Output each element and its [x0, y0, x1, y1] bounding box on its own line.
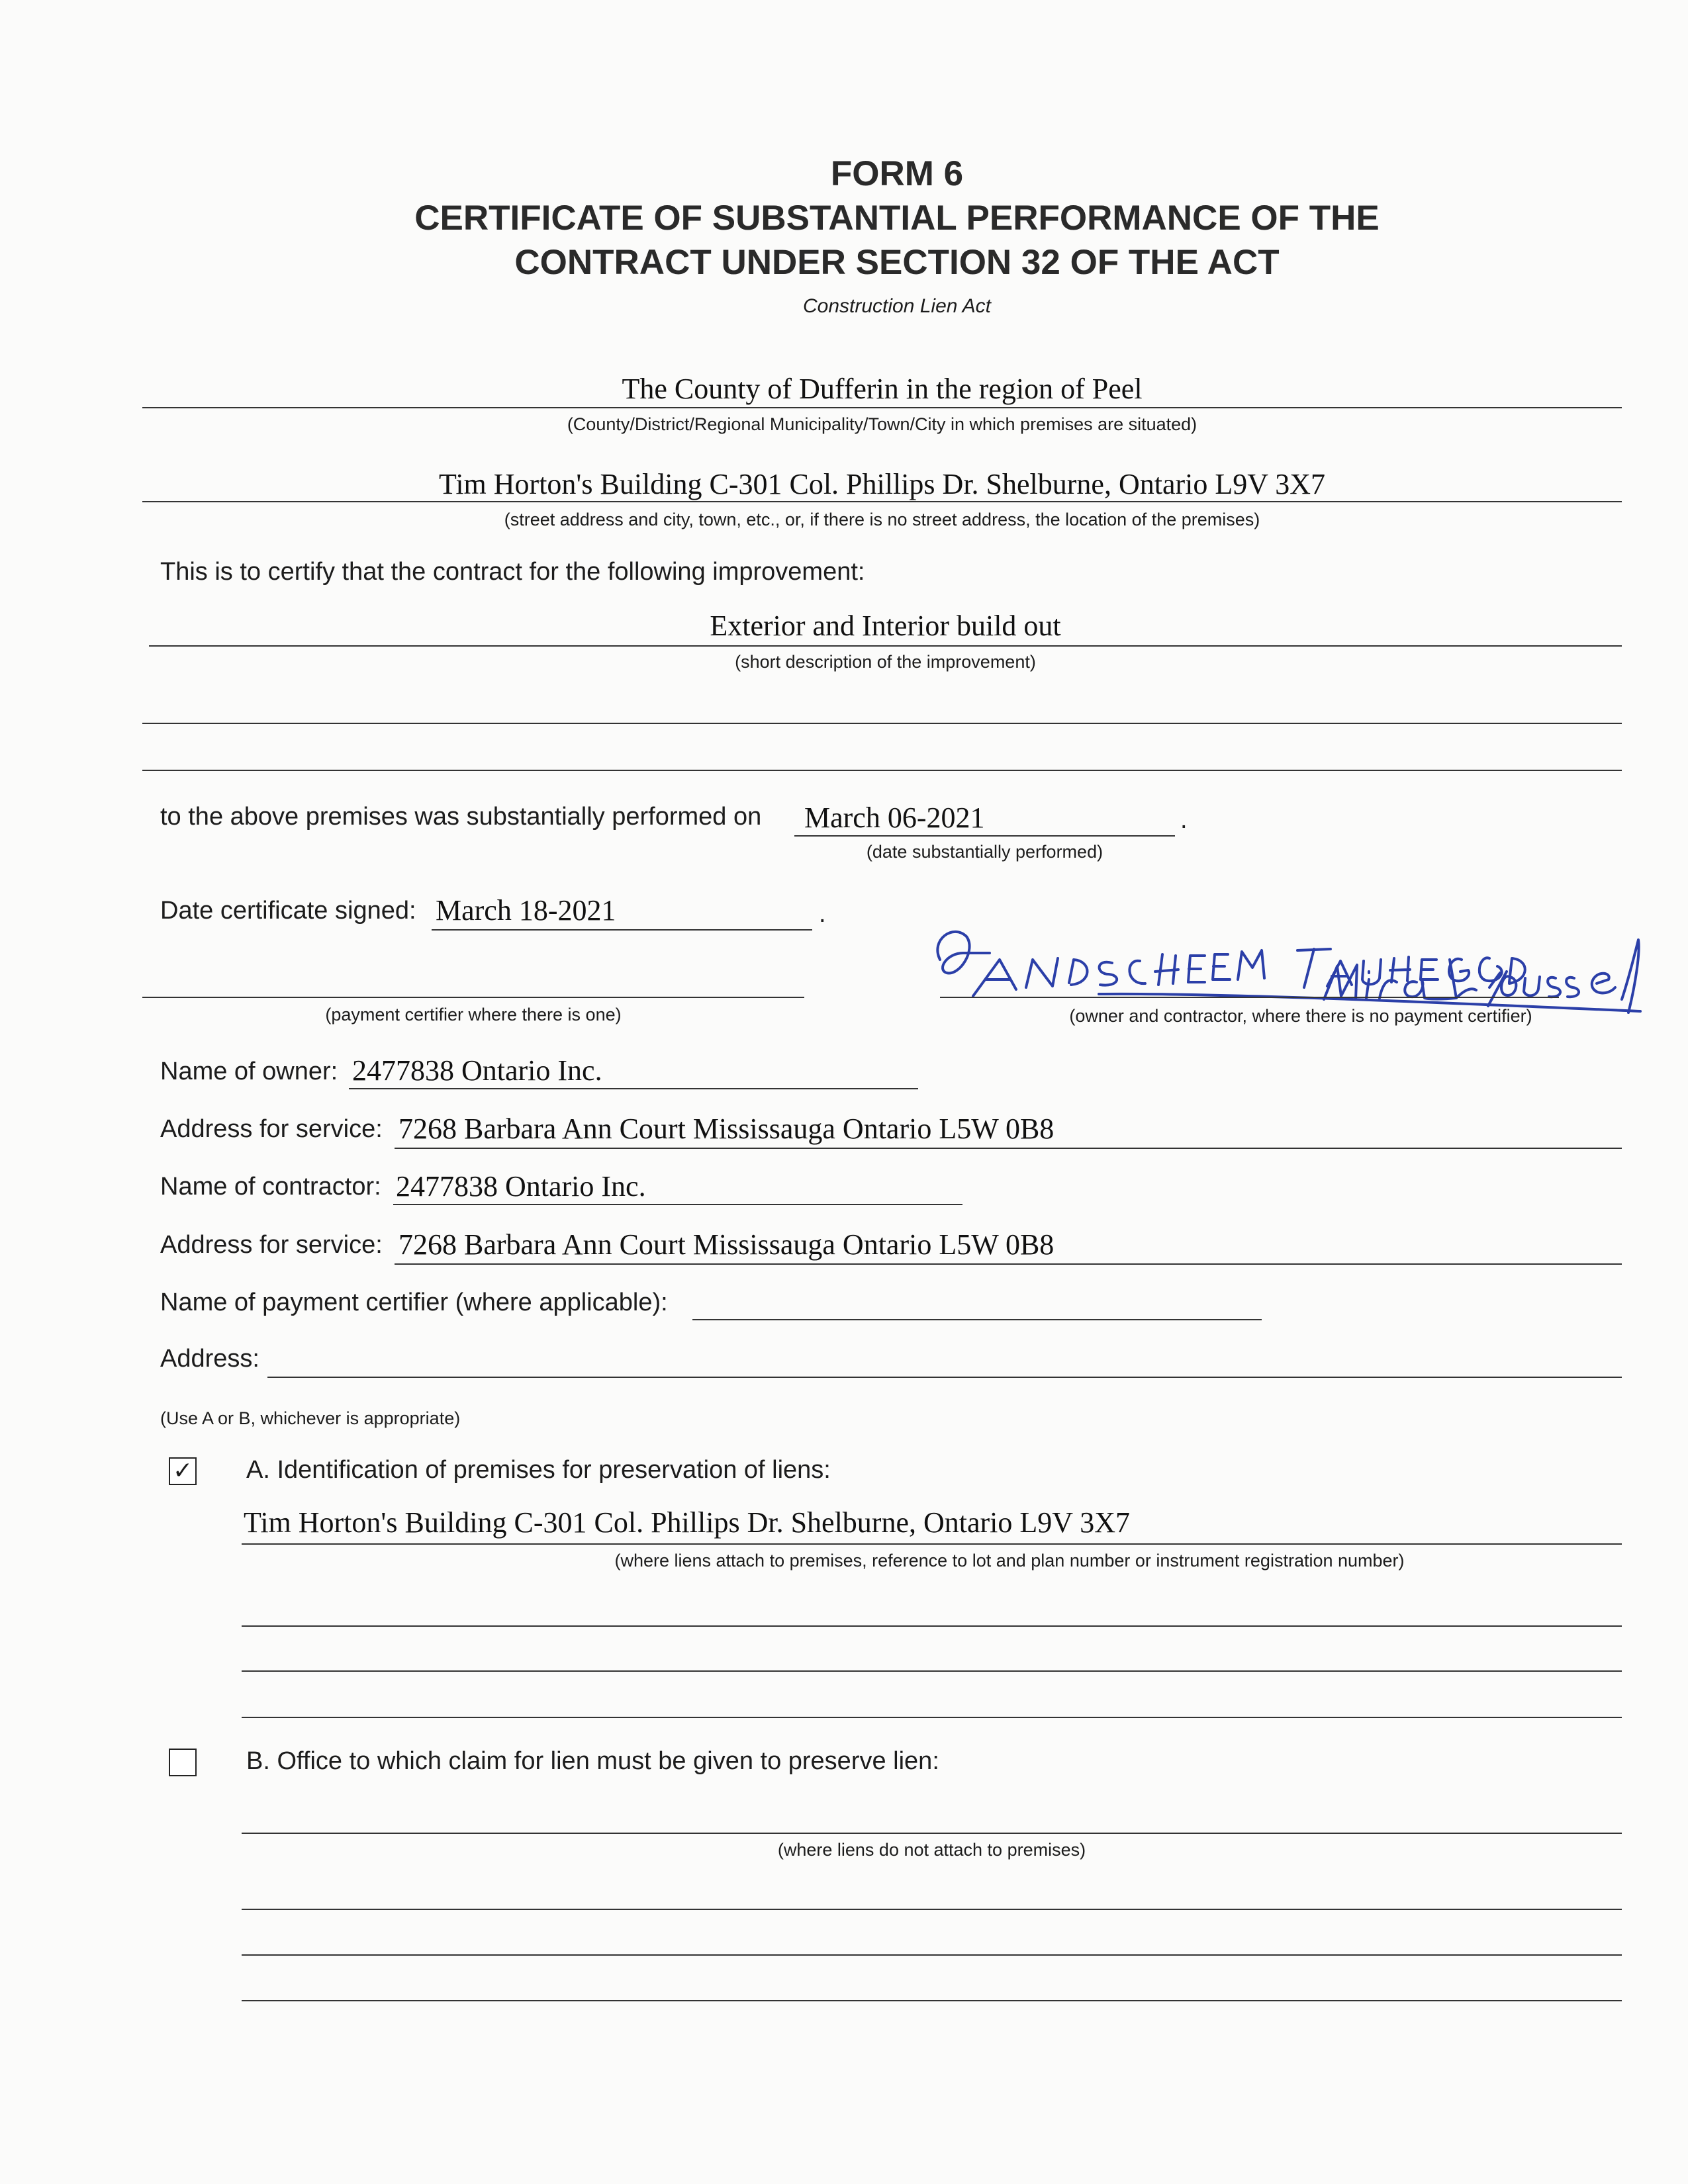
payment-certifier-address-line[interactable] — [267, 1377, 1622, 1378]
option-b-line-2 — [242, 1909, 1622, 1910]
option-a-line-4 — [242, 1717, 1622, 1718]
municipality-caption: (County/District/Regional Municipality/Town/City in which premises are situated) — [567, 414, 1197, 434]
improvement-extra-line-2 — [142, 770, 1622, 771]
option-a-checkbox[interactable] — [169, 1457, 197, 1485]
form-title-line2: CONTRACT UNDER SECTION 32 OF THE ACT — [514, 243, 1280, 282]
owner-name-line — [349, 1088, 918, 1089]
owner-name-label: Name of owner: — [160, 1058, 338, 1085]
owner-contractor-signature-line[interactable] — [940, 997, 1559, 998]
signed-period: . — [819, 900, 826, 928]
option-b-line-3 — [242, 1954, 1622, 1956]
option-a-line-3 — [242, 1670, 1622, 1672]
signed-date-value[interactable]: March 18-2021 — [436, 894, 616, 927]
payment-certifier-signature-line[interactable] — [142, 997, 804, 998]
contractor-address-value[interactable]: 7268 Barbara Ann Court Mississauga Ontario L5W 0B8 — [399, 1228, 1055, 1261]
premises-value[interactable]: Tim Horton's Building C-301 Col. Phillips Dr. Shelburne, Ontario L9V 3X7 — [438, 468, 1325, 500]
act-name: Construction Lien Act — [802, 295, 992, 317]
performed-label: to the above premises was substantially performed on — [160, 803, 762, 831]
improvement-value[interactable]: Exterior and Interior build out — [710, 610, 1061, 642]
performed-date-value[interactable]: March 06-2021 — [804, 801, 985, 834]
option-b-label: B. Office to which claim for lien must be given to preserve lien: — [246, 1747, 939, 1775]
performed-date-line — [794, 835, 1175, 837]
signed-label: Date certificate signed: — [160, 897, 416, 925]
option-a-line-2 — [242, 1625, 1622, 1627]
option-b-line-1 — [242, 1833, 1622, 1834]
premises-line — [142, 501, 1622, 502]
owner-contractor-caption: (owner and contractor, where there is no payment certifier) — [1069, 1006, 1532, 1026]
form-title-line1: CERTIFICATE OF SUBSTANTIAL PERFORMANCE OF THE — [414, 199, 1380, 238]
owner-address-value[interactable]: 7268 Barbara Ann Court Mississauga Ontario L5W 0B8 — [399, 1113, 1055, 1145]
owner-address-label: Address for service: — [160, 1115, 383, 1143]
performed-period: . — [1180, 806, 1188, 834]
signed-date-line — [432, 929, 812, 931]
option-a-caption: (where liens attach to premises, reference to lot and plan number or instrument registration number) — [614, 1551, 1405, 1570]
improvement-extra-line-1 — [142, 723, 1622, 724]
option-a-label: A. Identification of premises for preservation of liens: — [246, 1456, 831, 1484]
option-b-checkbox[interactable] — [169, 1749, 197, 1776]
checkmark-icon: ✓ — [173, 1457, 193, 1484]
contractor-name-label: Name of contractor: — [160, 1173, 381, 1201]
owner-address-line — [395, 1148, 1622, 1149]
improvement-caption: (short description of the improvement) — [735, 652, 1036, 672]
contractor-name-line — [393, 1204, 962, 1205]
form-number: FORM 6 — [830, 154, 964, 193]
improvement-line — [149, 645, 1622, 647]
option-a-value[interactable]: Tim Horton's Building C-301 Col. Phillips Dr. Shelburne, Ontario L9V 3X7 — [244, 1506, 1131, 1539]
use-a-or-b-note: (Use A or B, whichever is appropriate) — [160, 1408, 461, 1428]
municipality-value[interactable]: The County of Dufferin in the region of Peel — [622, 373, 1143, 405]
certify-text: This is to certify that the contract for the following improvement: — [160, 558, 865, 586]
option-b-line-4 — [242, 2000, 1622, 2001]
payment-certifier-address-label: Address: — [160, 1345, 259, 1373]
performed-caption: (date substantially performed) — [866, 842, 1103, 862]
contractor-address-label: Address for service: — [160, 1231, 383, 1259]
payment-certifier-caption: (payment certifier where there is one) — [325, 1005, 622, 1024]
contractor-name-value[interactable]: 2477838 Ontario Inc. — [396, 1170, 646, 1203]
contractor-address-line — [395, 1263, 1622, 1265]
municipality-line — [142, 407, 1622, 408]
owner-name-value[interactable]: 2477838 Ontario Inc. — [352, 1054, 602, 1087]
payment-certifier-name-label: Name of payment certifier (where applicable): — [160, 1289, 668, 1316]
payment-certifier-name-line[interactable] — [692, 1319, 1262, 1320]
premises-caption: (street address and city, town, etc., or, if there is no street address, the location of the premises) — [504, 510, 1260, 529]
option-b-caption: (where liens do not attach to premises) — [777, 1840, 1086, 1860]
option-a-line-1 — [242, 1543, 1622, 1545]
